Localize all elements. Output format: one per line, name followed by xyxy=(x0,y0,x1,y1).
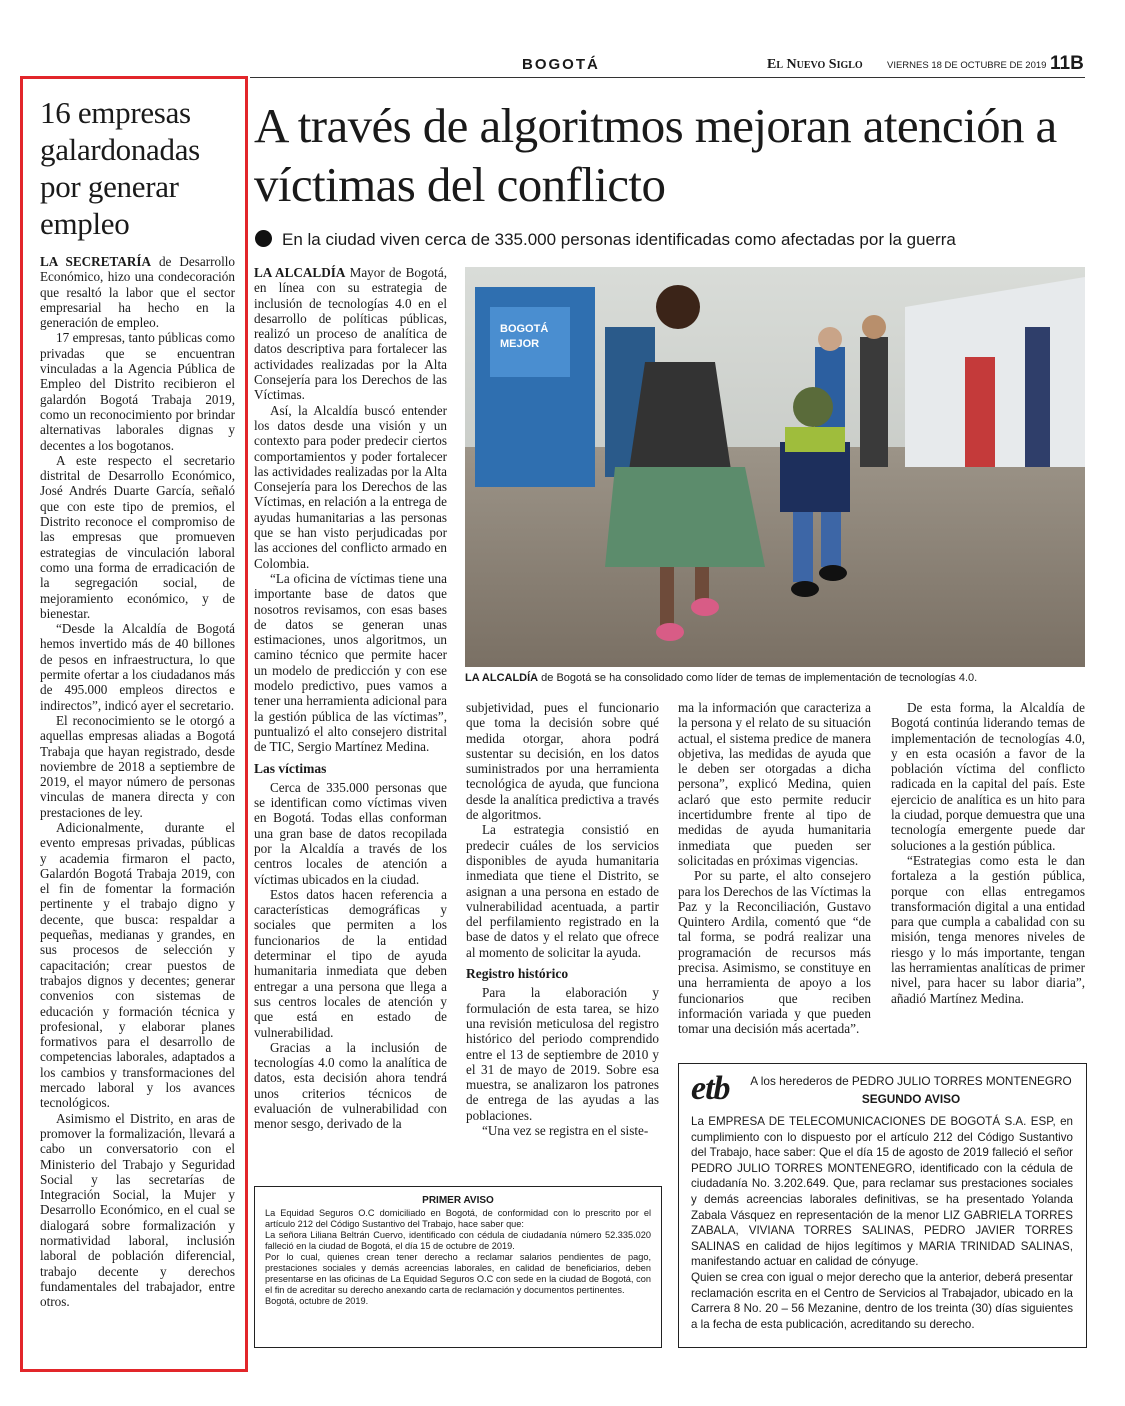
article-subtitle xyxy=(255,230,1075,250)
etb-p1: La EMPRESA DE TELECOMUNICACIONES DE BOGOTÁ S.A. ESP, en cumplimiento con lo dispuesto por el artículo 212 del Código Sustantivo del Trabajo, hace saber: Que el día 15 de agosto de 2019 falleció el señor PEDRO JULIO TORRES MONTENEGRO, identificado con la cédula de ciudadanía No. 3.202.649. Que, para reclamar sus prestaciones sociales y demás acreencias laborales definitivas, se ha presentado Yolanda Zabala Vásquez en representación de la menor LIZ GABRIELA TORRES ZABALA, VIVIANA TORRES SALINAS, PEDRO JAVIER TORRES SALINAS en calidad de hijos legítimos y MARIA TRINIDAD SALINAS, manifestando actuar en calidad de cónyuge. xyxy=(691,1115,1073,1269)
sidebar-body xyxy=(40,254,235,1309)
col2-p4: “Una vez se registra en el siste- xyxy=(482,1123,649,1139)
notice-primer-aviso xyxy=(254,1186,662,1348)
etb-subheading: SEGUNDO AVISO xyxy=(861,1092,961,1106)
photo-caption xyxy=(465,672,1085,684)
article-lead: LA ALCALDÍA xyxy=(254,265,346,280)
col1-p5: Estos datos hacen referencia a características demográficas y sociales que permiten a los funcionarios de la entidad determinar el tipo de ayuda humanitaria inmediata que deben entregar a una persona que llega a sus centros locales de atención y que está en estado de vulnerabilidad. xyxy=(254,886,447,1040)
article-column-4 xyxy=(891,700,1085,1006)
section-name: BOGOTÁ xyxy=(522,56,600,73)
sidebar-p2: A este respecto el secretario distrital de Desarrollo Económico, José Andrés Duarte García, señaló que con este tipo de premios, el Distrito reconoce el compromiso de las empresas que promueven estrategias de vinculación laboral como una forma de erradicación de la segregación social, de mejoramiento económico, y de bienestar. xyxy=(40,452,235,621)
sidebar-p0: de Desarrollo Económico, hizo una condecoración que resaltó la labor que el sector empresarial ha hecho en la generación de empleo. xyxy=(40,254,236,331)
col3-p2: Por su parte, el alto consejero para los Derechos de las Víctimas la Paz y la Reconciliación, Gustavo Quintero Ardila, comentó que “de tal forma, se podrá realizar una programación de recursos más precisa. Asimismo, se constituye en una herramienta de apoyo a los funcionarios que reciben información variada y que pueden tomar una decisión más acertada”. xyxy=(678,868,871,1037)
col1-p4: Cerca de 335.000 personas que se identifican como víctimas viven en Bogotá. Todas ellas conforman una gran base de datos recopilada por la Alcaldía a través de los centros locales de atención a víctimas ubicados en la ciudad. xyxy=(254,779,447,887)
col1-p2: Así, la Alcaldía buscó entender los datos desde una visión y un contexto para poder predecir ciertos comportamientos y poder fortalecer las actividades realizadas por la Alta Consejería para los Derechos de las Víctimas, en relación a la entrega de ayudas humanitarias a las personas que se han visto perjudicadas por las acciones del conflicto armado en Colombia. xyxy=(254,402,447,571)
col1-p3: “La oficina de víctimas tiene una importante base de datos que nosotros revisamos, con esas bases de datos se generan unas estimaciones, unos algoritmos, un camino técnico que permite hacer un modelo de predicción y con ese modelo predictivo, pues vamos a tener una herramienta adicional para la gestión pública de las víctimas”, puntualizó el alto consejero distrital de TIC, Sergio Martínez Medina. xyxy=(254,570,447,755)
notice-title: PRIMER AVISO xyxy=(422,1195,494,1206)
photo-illustration xyxy=(465,267,1085,667)
notice-p4: Bogotá, octubre de 2019. xyxy=(265,1296,369,1306)
header-rule xyxy=(250,77,1085,78)
sidebar-p4: El reconocimiento se le otorgó a aquellas empresas aliadas a Bogotá Trabaja que hayan registrado, desde noviembre de 2018 a septiembre de 2019, el mayor número de personas vinculas de manera directa y con prestaciones de ley. xyxy=(40,712,235,820)
article-photo xyxy=(465,267,1085,667)
sidebar-lead: LA SECRETARÍA xyxy=(40,254,152,269)
col3-p1: ma la información que caracteriza a la persona y el relato de su situación actual, el sistema predice de manera objetiva, las medidas de ayuda que le deben ser otorgadas a dicha persona”, explicó Medina, quien aclaró que esto permite reducir incertidumbre frente al tipo de medidas de ayuda humanitaria inmediata que pueden ser solicitadas en próximas vigencias. xyxy=(678,700,871,868)
etb-heading: A los herederos de PEDRO JULIO TORRES MONTENEGRO xyxy=(750,1074,1072,1088)
col2-p2: La estrategia consistió en predecir cuáles de los servicios disponibles de ayuda humanitaria inmediata que tiene el Distrito, se asignan a una persona en estado de vulnerabilidad acentuada, a partir del perfilamiento registrado en la base de datos y el relato que ofrece al momento de solicitar la ayuda. xyxy=(466,822,659,960)
caption-text: de Bogotá se ha consolidado como líder de temas de implementación de tecnologías 4.0. xyxy=(538,672,978,684)
sidebar-p6: Asimismo el Distrito, en aras de promover la formalización, llevará a cabo un conversatorio con el Ministerio del Trabajo y Seguridad Social y las secretarías de Integración Social, la Mujer y Desarrollo Económico, en el cual se dialogará sobre formalización y normatividad laboral, inclusión laboral de población diferencial, trabajo decente y derechos fundamentales del trabajador, entre otros. xyxy=(40,1110,235,1310)
article-column-2 xyxy=(466,700,659,1138)
bullet-icon xyxy=(255,230,272,247)
etb-logo: etb xyxy=(691,1070,730,1107)
article-column-3 xyxy=(678,700,871,1037)
subheading-registro: Registro histórico xyxy=(466,966,569,982)
subtitle-text: En la ciudad viven cerca de 335.000 personas identificadas como afectadas por la guerra xyxy=(282,230,956,249)
subheading-victimas: Las víctimas xyxy=(254,760,327,776)
page-number: 11B xyxy=(1050,53,1084,74)
sidebar-title: 16 empresas galardonadas por generar empleo xyxy=(40,95,200,241)
etb-p2: Quien se crea con igual o mejor derecho que la anterior, deberá presentar reclamación escrita en el Centro de Servicios al Trabajador, ubicado en la Carrera 8 No. 20 – 56 Mezanine, dentro de los treinta (30) días siguientes a la fecha de esta publicación, acreditando su derecho. xyxy=(691,1271,1073,1331)
col1-p6: Gracias a la inclusión de tecnologías 4.0 como la analítica de datos, esta decisión ahora tendrá unos criterios técnicos de evaluación de vulnerabilidad con menor sesgo, derivado de la xyxy=(254,1039,447,1132)
article-column-1 xyxy=(254,265,447,1132)
notice-p1: La Equidad Seguros O.C domiciliado en Bogotá, de conformidad con lo prescrito por el artículo 212 del Código Sustantivo del Trabajo, hace saber que: xyxy=(265,1208,651,1229)
col1-p1: Mayor de Bogotá, en línea con su estrategia de inclusión de tecnologías 4.0 en el desarrollo de políticas públicas, realizó un proceso de analítica de datos descriptiva para fortalecer las actividades realizadas por la Alta Consejería para los Derechos de las Víctimas. xyxy=(254,265,447,403)
sidebar-p3: “Desde la Alcaldía de Bogotá hemos invertido más de 40 billones de pesos en infraestructura, lo que permite ofertar a los ciudadanos más de 495.000 empleos directos e indirectos”, indicó ayer el secretario. xyxy=(40,621,235,713)
col4-p2: “Estrategias como esta le dan fortaleza a la gestión pública, porque con ellas entregamos transformación digital a una entidad para que cumpla a cabalidad con su misión, tenga menores niveles de riesgo y lo más importante, tengan las herramientas analíticas de primer nivel, para hacer su labor diaria”, añadió Martínez Medina. xyxy=(891,852,1085,1006)
col4-p1: De esta forma, la Alcaldía de Bogotá continúa liderando temas de implementación de tecnologías 4.0, y en esta ocasión a favor de la población víctima del conflicto radicada en la capital del país. Este ejercicio de analítica es un hito para la ciudad, porque demuestra que una tecnología emergente puede dar soluciones a la gestión pública. xyxy=(891,700,1085,853)
sidebar-p1: 17 empresas, tanto públicas como privadas que se encuentran vinculadas a la Agencia Pública de Empleo del Distrito recibieron el galardón Bogotá Trabaja 2019, como un reconocimiento por brindar alternativas laborales dignas y decentes a los bogotanos. xyxy=(40,330,235,453)
booth-sign: BOGOTÁ xyxy=(500,323,549,335)
col2-p3: Para la elaboración y formulación de esta tarea, se hizo una revisión meticulosa del registro histórico del periodo comprendido entre el 13 de septiembre de 2010 y el 31 de mayo de 2019. Sobre esa muestra, se analizaron los patrones de entrega de las ayudas a las poblaciones. xyxy=(466,985,659,1123)
col2-p1: subjetividad, pues el funcionario que toma la decisión sobre qué medida otorgar, ahora podrá sustentar su decisión, en los datos suministrados por una herramienta tecnológica de ayuda, que funciona desde la analítica predictiva a través de algoritmos. xyxy=(466,700,659,823)
issue-date: VIERNES 18 DE OCTUBRE DE 2019 xyxy=(887,60,1047,71)
sidebar-p5: Adicionalmente, durante el evento empresas privadas, públicas y academia firmaron el pacto, Galardón Bogotá Trabaja 2019, con el fin de fomentar la formación pertinente y el trabajo digno y decente, que busca: respaldar a pequeñas, medianas y grandes, en sus procesos de selección y capacitación; crear puestos de trabajos dignos y decentes; generar convenios con sistemas de educación y formación técnica y profesional, y elaborar planes formativos para el desarrollo de competencias laborales, adaptados a los cambios y transformaciones del mercado laboral y los avances tecnológicos. xyxy=(40,819,235,1111)
booth-sign-2: MEJOR xyxy=(500,338,540,350)
article-title: A través de algoritmos mejoran atención a víctimas del conflicto xyxy=(254,98,1057,212)
caption-lead: LA ALCALDÍA xyxy=(465,672,539,684)
newspaper-name: El Nuevo Siglo xyxy=(767,57,863,72)
notice-etb xyxy=(678,1063,1087,1348)
notice-p2: La señora Liliana Beltrán Cuervo, identificado con cédula de ciudadanía número 52.335.020 falleció en la ciudad de Bogotá, el día 15 de octubre de 2019. xyxy=(265,1230,651,1251)
notice-p3: Por lo cual, quienes crean tener derecho a reclamar salarios pendientes de pago, prestaciones sociales y demás acreencias laborales, en calidad de beneficiarios, deben presentarse en las oficinas de La Equidad Seguros O.C con sede en la ciudad de Bogotá, con el fin de acreditar su derecho anexando carta de reclamación y documentos pertinentes. xyxy=(265,1252,651,1295)
